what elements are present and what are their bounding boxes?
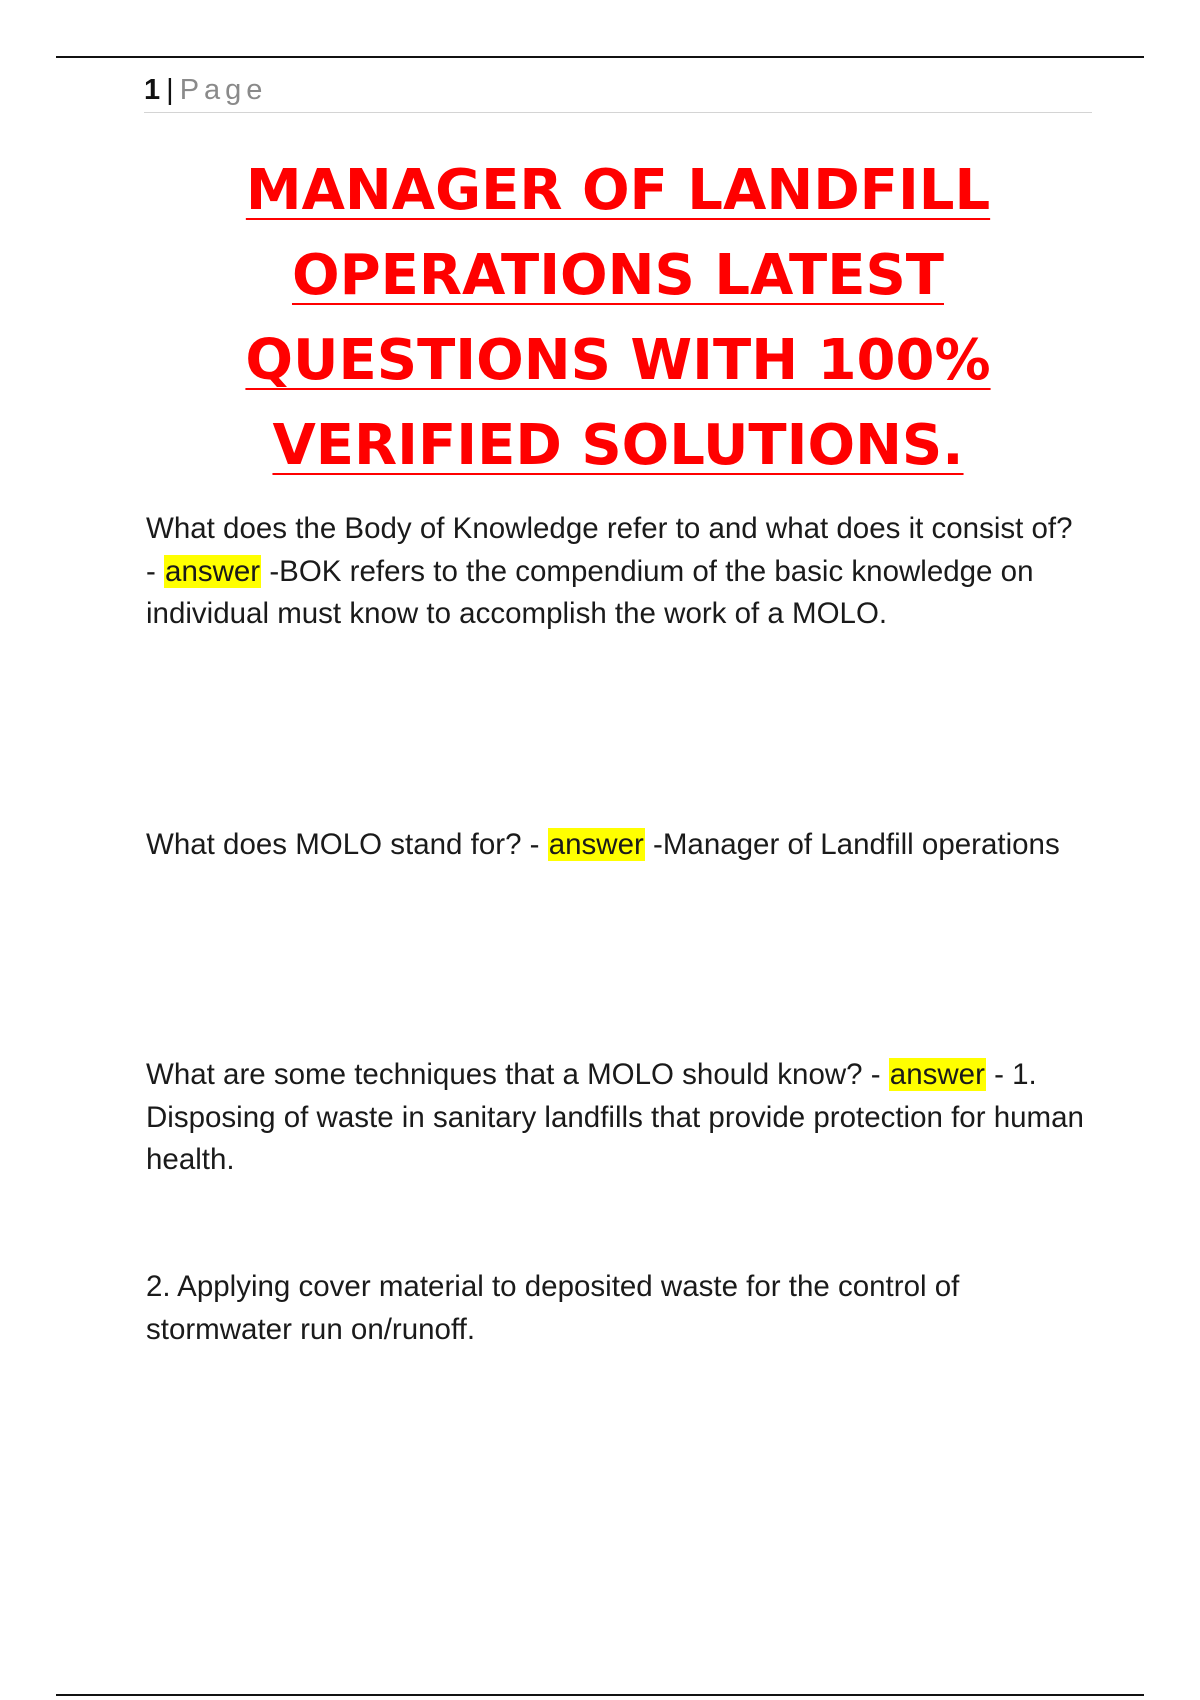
page-separator: | xyxy=(166,74,174,106)
answer-highlight: answer xyxy=(889,1058,985,1091)
answer-highlight: answer xyxy=(548,828,644,861)
title-line-4: VERIFIED SOLUTIONS. xyxy=(272,413,964,478)
document-title xyxy=(144,148,1092,488)
answer-continuation: 2. Applying cover material to deposited waste for the control of stormwater run on/runoff. xyxy=(146,1270,960,1346)
qa-item xyxy=(146,1054,1086,1182)
title-line-3: QUESTIONS WITH 100% xyxy=(245,328,991,393)
title-line-1: MANAGER OF LANDFILL xyxy=(245,158,991,223)
qa-item xyxy=(146,824,1086,867)
question-text: What are some techniques that a MOLO should know? - xyxy=(146,1058,889,1091)
top-rule xyxy=(56,56,1144,58)
qa-item xyxy=(146,508,1086,636)
answer-highlight: answer xyxy=(165,554,261,588)
answer-text: -Manager of Landfill operations xyxy=(644,828,1060,861)
answer-text: -BOK refers to the compendium of the basic knowledge on individual must know to accomplish the work of a MOLO. xyxy=(146,554,1034,630)
answer-text: - 1. Disposing of waste in sanitary landfills that provide protection for human health. xyxy=(146,1058,1084,1176)
bottom-rule xyxy=(56,1694,1144,1696)
question-text: What does MOLO stand for? - xyxy=(146,828,548,861)
page-label: Page xyxy=(179,74,268,106)
page-header xyxy=(144,72,1092,113)
page-number: 1 xyxy=(144,74,161,106)
question-text: What does the Body of Knowledge refer to and what does it consist of? - xyxy=(146,512,1073,588)
title-line-2: OPERATIONS LATEST xyxy=(291,243,944,308)
